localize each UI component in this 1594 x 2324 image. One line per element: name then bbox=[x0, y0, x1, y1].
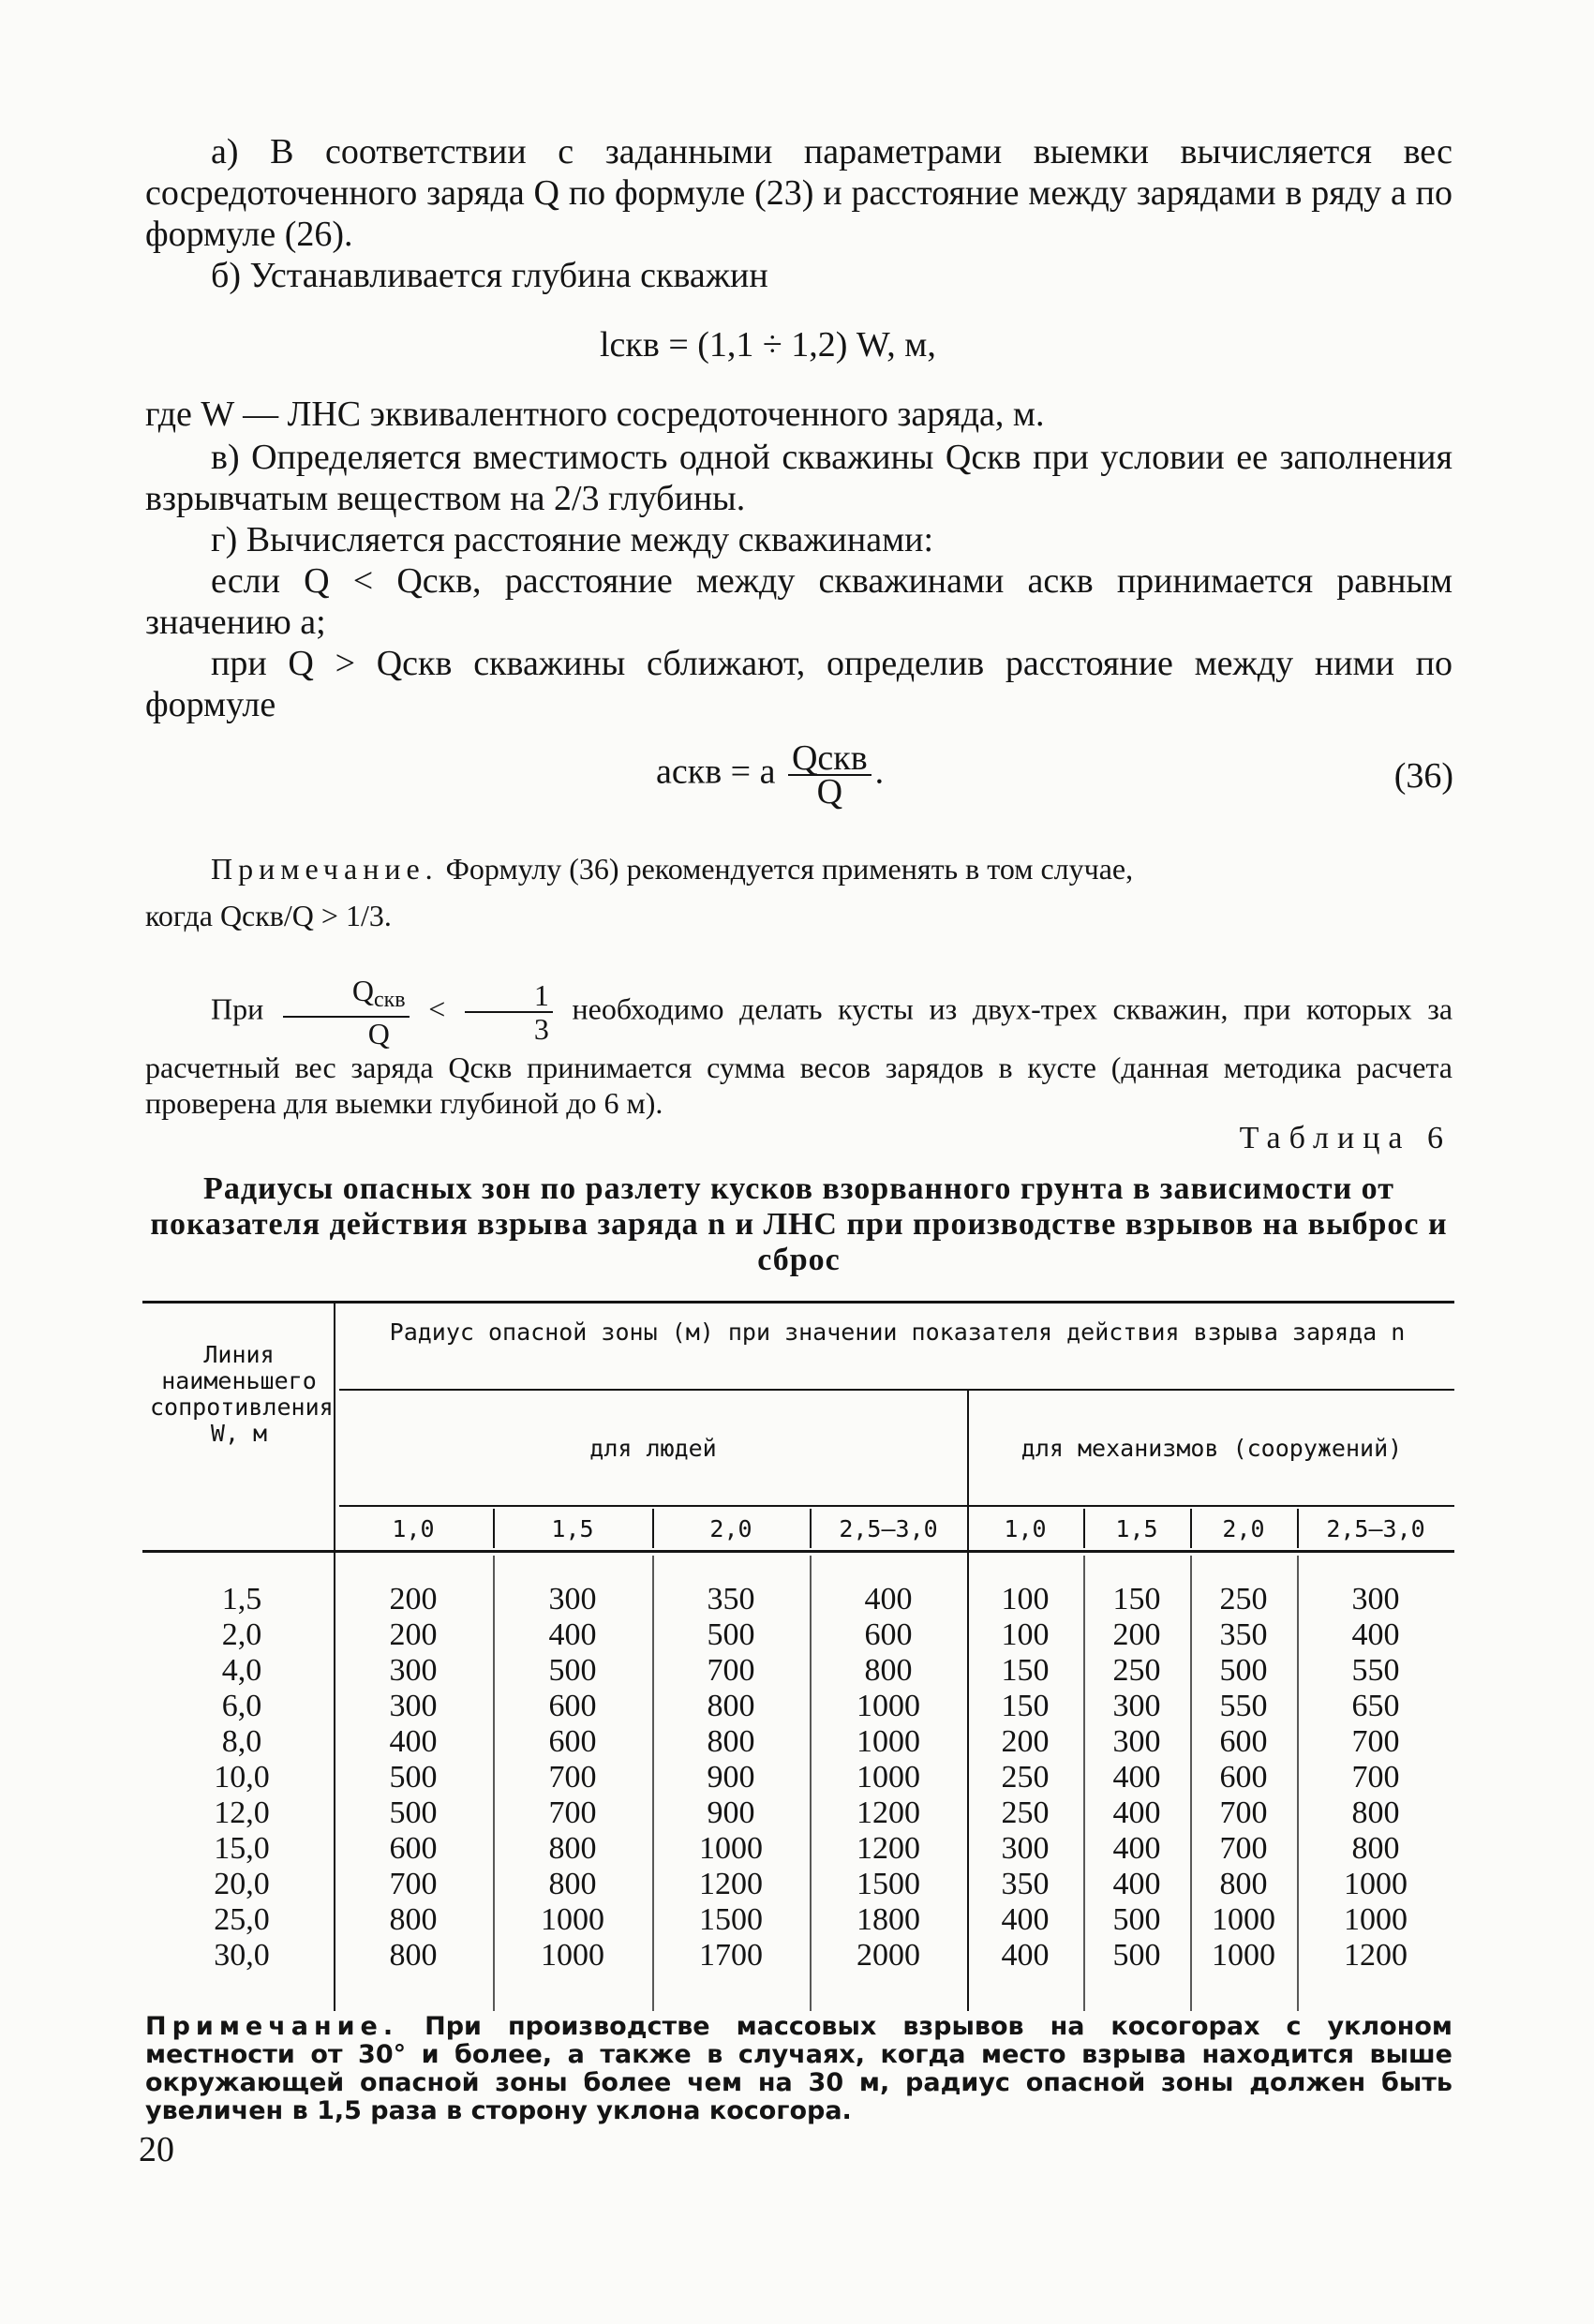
table-cell: 200 bbox=[389, 1582, 438, 1616]
table-cell: 150 bbox=[1112, 1582, 1161, 1616]
table-cell: 700 bbox=[707, 1653, 755, 1688]
col0-divider bbox=[334, 1301, 335, 2011]
table-cell: 700 bbox=[548, 1760, 597, 1795]
row-header-w: 15,0 bbox=[214, 1831, 270, 1866]
table-cell: 1200 bbox=[699, 1867, 763, 1901]
row-header-w: 25,0 bbox=[214, 1902, 270, 1937]
paragraph-v: в) Определяется вместимость одной скважины Qскв при условии ее заполнения взрывчатым веществом на 2/3 глубины. bbox=[145, 438, 1452, 518]
table-cell: 800 bbox=[864, 1653, 913, 1688]
table-cell: 350 bbox=[1001, 1867, 1050, 1901]
table-cell: 600 bbox=[548, 1724, 597, 1759]
table-cell: 200 bbox=[389, 1617, 438, 1652]
table-cell: 400 bbox=[1001, 1902, 1050, 1937]
table-cell: 300 bbox=[1112, 1689, 1161, 1723]
table-cell: 800 bbox=[1351, 1795, 1400, 1830]
table-cell: 250 bbox=[1001, 1795, 1050, 1830]
table-cell: 400 bbox=[1112, 1795, 1161, 1830]
table-cell: 1000 bbox=[1344, 1902, 1408, 1937]
n-divider-3 bbox=[810, 1509, 812, 1548]
note1-condition: когда Qскв/Q > 1/3. bbox=[145, 899, 392, 932]
table-cell: 900 bbox=[707, 1760, 755, 1795]
table-cell: 800 bbox=[707, 1724, 755, 1759]
body-divider-7 bbox=[1297, 1556, 1299, 2011]
table-cell: 700 bbox=[389, 1867, 438, 1901]
table-cell: 300 bbox=[1112, 1724, 1161, 1759]
table-cell: 1000 bbox=[857, 1760, 920, 1795]
table-cell: 1500 bbox=[857, 1867, 920, 1901]
note2-prefix: При bbox=[211, 991, 264, 1026]
table-cell: 700 bbox=[1351, 1760, 1400, 1795]
table-cell: 700 bbox=[1219, 1831, 1268, 1866]
table-cell: 1200 bbox=[857, 1831, 920, 1866]
n-value-header: 2,5—3,0 bbox=[1326, 1515, 1425, 1542]
n-value-header: 2,5—3,0 bbox=[839, 1515, 938, 1542]
header-bottom-rule bbox=[142, 1550, 1454, 1553]
paragraph-when: при Q > Qскв скважины сближают, определив расстояние между ними по формуле bbox=[145, 644, 1452, 724]
row-header-w: 4,0 bbox=[221, 1653, 262, 1688]
body-divider-1 bbox=[493, 1556, 495, 2011]
formula-36-lhs: aскв = a bbox=[656, 752, 776, 792]
paragraph-a: а) В соответствии с заданными параметрами выемки вычисляется вес сосредоточенного заряда Q по формуле (23) и расстояние между зарядами в ряду a по формуле (26). bbox=[145, 132, 1452, 254]
table-cell: 400 bbox=[548, 1617, 597, 1652]
formula-36-fraction bbox=[788, 738, 871, 812]
table-cell: 500 bbox=[1112, 1902, 1161, 1937]
note2-fraction-1: $\frac{Q_{скв}}{Q}$ bbox=[283, 975, 410, 1050]
table-cell: 1800 bbox=[857, 1902, 920, 1937]
paragraph-if: если Q < Qскв, расстояние между скважинами aскв принимается равным значению a; bbox=[145, 561, 1452, 642]
row-header-w: 20,0 bbox=[214, 1867, 270, 1901]
table-cell: 1000 bbox=[541, 1902, 604, 1937]
body-divider-3 bbox=[810, 1556, 812, 2011]
table-cell: 700 bbox=[1351, 1724, 1400, 1759]
formula-36: aскв = a $\frac{\text{Qскв}}{Q}$ . bbox=[656, 738, 885, 812]
table-cell: 300 bbox=[389, 1653, 438, 1688]
table-label: Таблица 6 bbox=[1239, 1121, 1452, 1155]
table-cell: 100 bbox=[1001, 1617, 1050, 1652]
n-value-header: 1,0 bbox=[392, 1515, 435, 1542]
table-cell: 500 bbox=[389, 1760, 438, 1795]
table-cell: 1200 bbox=[857, 1795, 920, 1830]
table-cell: 700 bbox=[548, 1795, 597, 1830]
table-cell: 550 bbox=[1351, 1653, 1400, 1688]
table-cell: 800 bbox=[1219, 1867, 1268, 1901]
table-cell: 1000 bbox=[1344, 1867, 1408, 1901]
header-rule-1 bbox=[339, 1389, 1454, 1391]
table-cell: 600 bbox=[1219, 1760, 1268, 1795]
table-cell: 400 bbox=[864, 1582, 913, 1616]
n-value-header: 2,0 bbox=[709, 1515, 752, 1542]
formula-36-numerator: Qскв bbox=[788, 742, 871, 776]
n-value-header: 1,0 bbox=[1004, 1515, 1047, 1542]
col-header-w: Линия наименьшего сопротивления W, м bbox=[150, 1341, 334, 1447]
table-footnote bbox=[145, 2013, 1452, 2125]
table-cell: 600 bbox=[864, 1617, 913, 1652]
table-cell: 500 bbox=[1112, 1938, 1161, 1973]
note2: При $\frac{Q_{скв}}{Q}$ < $\frac{1}{3}$ необходимо делать кусты из двух-трех скважин, при которых за расчетный вес заряда Qскв принимается сумма весов зарядов в кусте (данная методика расчета проверена для выемки глубиной до 6 м). bbox=[145, 974, 1453, 1120]
formula-borehole-depth: lскв = (1,1 ÷ 1,2) W, м, bbox=[600, 325, 936, 365]
table-cell: 1200 bbox=[1344, 1938, 1408, 1973]
note1 bbox=[145, 851, 1452, 886]
n-divider-7 bbox=[1297, 1509, 1299, 1548]
n-value-header: 1,5 bbox=[551, 1515, 594, 1542]
table-cell: 300 bbox=[548, 1582, 597, 1616]
header-rule-2 bbox=[339, 1505, 1454, 1507]
table-cell: 1700 bbox=[699, 1938, 763, 1973]
formula-36-denominator: Q bbox=[816, 772, 843, 812]
table-cell: 200 bbox=[1112, 1617, 1161, 1652]
table-cell: 800 bbox=[548, 1867, 597, 1901]
table-cell: 350 bbox=[1219, 1617, 1268, 1652]
footnote-text: При производстве массовых взрывов на косогорах с уклоном местности от 30° и более, а также в случаях, когда место взрыва находится выше окружающей опасной зоны более чем на 30 м, радиус опасной зоны должен быть увеличен в 1,5 раза в сторону уклона косогора. bbox=[145, 2012, 1452, 2125]
table-cell: 650 bbox=[1351, 1689, 1400, 1723]
n-divider-2 bbox=[652, 1509, 654, 1548]
table-cell: 300 bbox=[1001, 1831, 1050, 1866]
n-divider-1 bbox=[493, 1509, 495, 1548]
page-number: 20 bbox=[139, 2130, 174, 2169]
table-cell: 800 bbox=[707, 1689, 755, 1723]
table-cell: 900 bbox=[707, 1795, 755, 1830]
table-cell: 800 bbox=[389, 1938, 438, 1973]
table-cell: 1000 bbox=[1212, 1902, 1275, 1937]
table-cell: 500 bbox=[1219, 1653, 1268, 1688]
table-cell: 500 bbox=[548, 1653, 597, 1688]
row-header-w: 10,0 bbox=[214, 1760, 270, 1795]
row-header-w: 12,0 bbox=[214, 1795, 270, 1830]
table-cell: 400 bbox=[389, 1724, 438, 1759]
table-cell: 1000 bbox=[857, 1724, 920, 1759]
table-cell: 250 bbox=[1219, 1582, 1268, 1616]
body-divider-2 bbox=[652, 1556, 654, 2011]
note2-fraction-2: $\frac{1}{3}$ bbox=[465, 979, 553, 1045]
table-cell: 400 bbox=[1112, 1760, 1161, 1795]
table-cell: 400 bbox=[1351, 1617, 1400, 1652]
paragraph-g: г) Вычисляется расстояние между скважинами: bbox=[211, 520, 934, 559]
table-top-rule bbox=[142, 1301, 1454, 1304]
table-cell: 1500 bbox=[699, 1902, 763, 1937]
table-cell: 800 bbox=[1351, 1831, 1400, 1866]
table-cell: 500 bbox=[389, 1795, 438, 1830]
col-header-group: Радиус опасной зоны (м) при значении показателя действия взрыва заряда n bbox=[389, 1318, 1406, 1346]
n-value-header: 1,5 bbox=[1115, 1515, 1158, 1542]
note1-text: Формулу (36) рекомендуется применять в том случае, bbox=[445, 852, 1134, 886]
table-cell: 1000 bbox=[1212, 1938, 1275, 1973]
note1-label: Примечание. bbox=[211, 852, 439, 886]
table-cell: 500 bbox=[707, 1617, 755, 1652]
table-cell: 800 bbox=[548, 1831, 597, 1866]
table-cell: 600 bbox=[548, 1689, 597, 1723]
table-cell: 400 bbox=[1001, 1938, 1050, 1973]
table-cell: 800 bbox=[389, 1902, 438, 1937]
table-cell: 250 bbox=[1112, 1653, 1161, 1688]
equation-number: (36) bbox=[1393, 756, 1453, 796]
note2-text: необходимо делать кусты из двух-трех скважин, при которых за расчетный вес заряда Qскв принимается сумма весов зарядов в кусте (данная методика расчета проверена для выемки глубиной до 6 м). bbox=[145, 991, 1453, 1120]
table-cell: 600 bbox=[389, 1831, 438, 1866]
table-cell: 250 bbox=[1001, 1760, 1050, 1795]
table-title: Радиусы опасных зон по разлету кусков взорванного грунта в зависимости от показателя действия взрыва заряда n и ЛНС при производстве взрывов на выброс и сброс bbox=[150, 1171, 1448, 1277]
table-cell: 150 bbox=[1001, 1653, 1050, 1688]
row-header-w: 30,0 bbox=[214, 1938, 270, 1973]
row-header-w: 2,0 bbox=[221, 1617, 262, 1652]
subheader-mechanisms: для механизмов (сооружений) bbox=[1020, 1435, 1403, 1462]
table-cell: 150 bbox=[1001, 1689, 1050, 1723]
table-cell: 350 bbox=[707, 1582, 755, 1616]
n-value-header: 2,0 bbox=[1222, 1515, 1265, 1542]
row-header-w: 6,0 bbox=[221, 1689, 262, 1723]
paragraph-where: где W — ЛНС эквивалентного сосредоточенного заряда, м. bbox=[145, 395, 1045, 434]
subheader-people: для людей bbox=[589, 1435, 717, 1462]
table-cell: 1000 bbox=[699, 1831, 763, 1866]
table-cell: 400 bbox=[1112, 1867, 1161, 1901]
table-cell: 700 bbox=[1219, 1795, 1268, 1830]
table-cell: 550 bbox=[1219, 1689, 1268, 1723]
table-cell: 1000 bbox=[541, 1938, 604, 1973]
row-header-w: 1,5 bbox=[221, 1582, 262, 1616]
table-cell: 600 bbox=[1219, 1724, 1268, 1759]
footnote-label: Примечание. bbox=[145, 2012, 399, 2041]
row-header-w: 8,0 bbox=[221, 1724, 262, 1759]
table-cell: 1000 bbox=[857, 1689, 920, 1723]
table-cell: 300 bbox=[1351, 1582, 1400, 1616]
table-cell: 2000 bbox=[857, 1938, 920, 1973]
table-cell: 400 bbox=[1112, 1831, 1161, 1866]
table-cell: 100 bbox=[1001, 1582, 1050, 1616]
table-cell: 200 bbox=[1001, 1724, 1050, 1759]
paragraph-b: б) Устанавливается глубина скважин bbox=[211, 256, 768, 295]
table-cell: 300 bbox=[389, 1689, 438, 1723]
